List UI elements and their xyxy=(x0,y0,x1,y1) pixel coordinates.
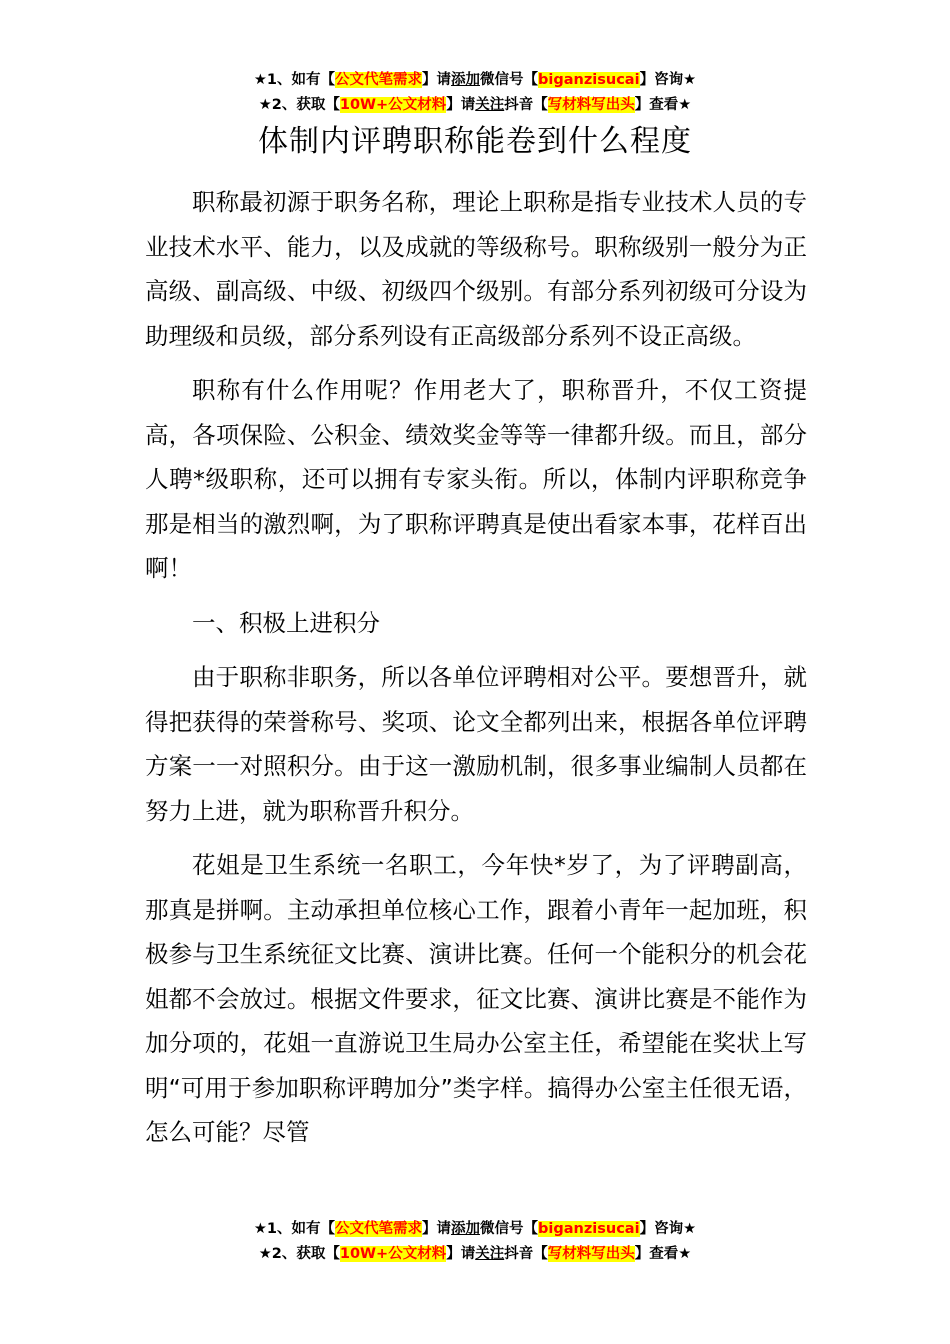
banner-highlight: 10W+公文材料 xyxy=(339,1246,447,1262)
banner-text: ★2、获取【 xyxy=(258,97,340,113)
banner-text: 抖音【 xyxy=(504,97,548,113)
section-heading: 一、积极上进积分 xyxy=(192,608,380,637)
banner-line-2 xyxy=(0,1242,950,1267)
banner-emphasis: 关注 xyxy=(475,97,505,113)
banner-line-2 xyxy=(0,93,950,118)
paragraph: 由于职称非职务，所以各单位评聘相对公平。要想晋升，就得把获得的荣誉称号、奖项、论文全都列出来，根据各单位评聘方案一一对照积分。由于这一激励机制，很多事业编制人员都在努力上进，就为职称晋升积分。 xyxy=(145,663,807,825)
document-body xyxy=(145,180,807,1165)
paragraph: 职称有什么作用呢？作用老大了，职称晋升，不仅工资提高，各项保险、公积金、绩效奖金等等一律都升级。而且，部分人聘*级职称，还可以拥有专家头衔。所以，体制内评职称竞争那是相当的激烈啊，为了职称评聘真是使出看家本事，花样百出啊！ xyxy=(145,376,807,582)
banner-text: 】咨询★ xyxy=(639,72,697,88)
banner-highlight: 写材料写出头 xyxy=(547,1246,635,1262)
banner-emphasis: 添加 xyxy=(451,72,481,88)
banner-emphasis: 关注 xyxy=(475,1246,505,1262)
banner-text: 】查看★ xyxy=(634,1246,692,1262)
footer-banner xyxy=(0,1217,950,1267)
banner-line-1 xyxy=(0,68,950,93)
banner-text: 】请 xyxy=(422,72,452,88)
banner-text: ★1、如有【 xyxy=(253,72,336,88)
banner-highlight: 10W+公文材料 xyxy=(339,97,447,113)
banner-emphasis: 添加 xyxy=(451,1221,481,1237)
paragraph: 职称最初源于职务名称，理论上职称是指专业技术人员的专业技术水平、能力，以及成就的等级称号。职称级别一般分为正高级、副高级、中级、初级四个级别。有部分系列初级可分设为助理级和员级，部分系列设有正高级部分系列不设正高级。 xyxy=(145,188,807,350)
banner-highlight: biganzisucai xyxy=(538,1221,640,1237)
banner-text: 抖音【 xyxy=(504,1246,548,1262)
banner-text: 】请 xyxy=(446,97,476,113)
banner-text: 】请 xyxy=(422,1221,452,1237)
banner-line-1 xyxy=(0,1217,950,1242)
banner-highlight: 写材料写出头 xyxy=(547,97,635,113)
header-banner xyxy=(0,68,950,118)
banner-text: 】查看★ xyxy=(634,97,692,113)
banner-text: ★2、获取【 xyxy=(258,1246,340,1262)
banner-text: ★1、如有【 xyxy=(253,1221,336,1237)
paragraph: 花姐是卫生系统一名职工，今年快*岁了，为了评聘副高，那真是拼啊。主动承担单位核心工作，跟着小青年一起加班，积极参与卫生系统征文比赛、演讲比赛。任何一个能积分的机会花姐都不会放过。根据文件要求，征文比赛、演讲比赛是不能作为加分项的，花姐一直游说卫生局办公室主任，希望能在奖状上写明“可用于参加职称评聘加分”类字样。搞得办公室主任很无语，怎么可能？尽管 xyxy=(145,851,807,1146)
banner-text: 微信号【 xyxy=(480,72,539,88)
document-title: 体制内评聘职称能卷到什么程度 xyxy=(258,124,692,159)
banner-text: 】咨询★ xyxy=(639,1221,697,1237)
banner-highlight: 公文代笔需求 xyxy=(335,72,423,88)
banner-highlight: 公文代笔需求 xyxy=(335,1221,423,1237)
banner-highlight: biganzisucai xyxy=(538,72,640,88)
banner-text: 微信号【 xyxy=(480,1221,539,1237)
banner-text: 】请 xyxy=(446,1246,476,1262)
